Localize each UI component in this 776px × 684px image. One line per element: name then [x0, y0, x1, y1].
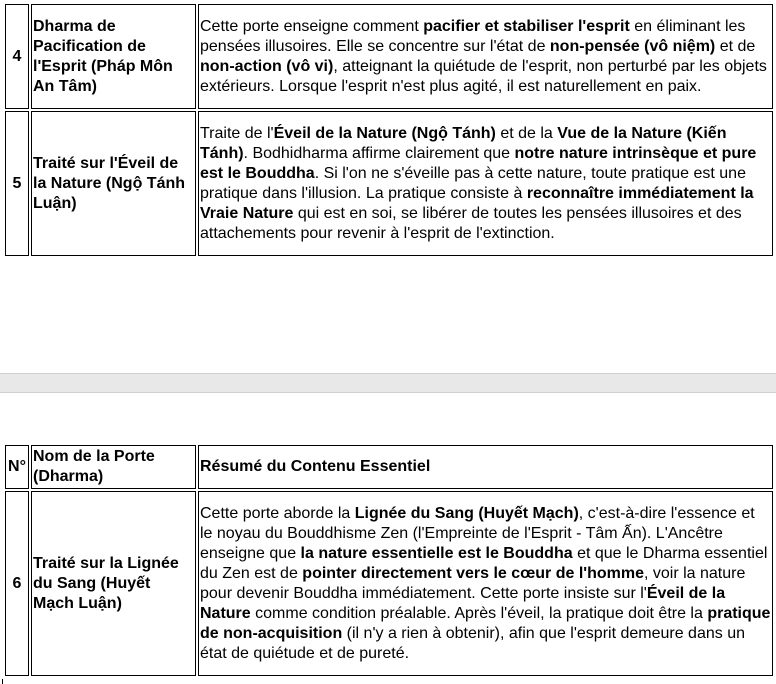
table-header-row	[5, 445, 773, 489]
emphasis-text: reconnaître immédiatement la Vraie Nature	[200, 184, 754, 222]
table-row	[5, 111, 773, 256]
page-mark	[2, 679, 3, 684]
emphasis-text: pratique de non-acquisition	[200, 604, 771, 642]
emphasis-text: non-pensée (vô niệm)	[549, 37, 716, 55]
emphasis-text: Lignée du Sang (Huyết Mạch)	[354, 504, 579, 522]
header-number: N°	[5, 445, 29, 489]
dharma-summary	[198, 491, 773, 676]
page-separator	[0, 373, 776, 393]
body-text: . Bodhidharma affirme clairement que	[243, 144, 515, 162]
row-number: 5	[5, 111, 29, 256]
body-text: comme condition préalable. Après l'éveil, la pratique doit être la	[250, 604, 708, 622]
dharma-table-bottom	[3, 443, 775, 678]
body-text: , voir la nature pour devenir Bouddha immédiatement. Cette porte insiste sur l'	[200, 564, 746, 602]
emphasis-text: Vue de la Nature (Kiến Tánh)	[200, 124, 727, 162]
row-number: 4	[5, 4, 29, 109]
emphasis-text: non-action (vô vi)	[200, 57, 334, 75]
dharma-name: Traité sur l'Éveil de la Nature (Ngộ Tánh Luận)	[31, 111, 196, 256]
header-summary: Résumé du Contenu Essentiel	[198, 445, 773, 489]
header-name: Nom de la Porte (Dharma)	[31, 445, 196, 489]
emphasis-text: pointer directement vers le cœur de l'homme	[302, 564, 644, 582]
body-text: (il n'y a rien à obtenir), afin que l'esprit demeure dans un état de quiétude et de pureté.	[200, 624, 745, 662]
dharma-name: Traité sur la Lignée du Sang (Huyết Mạch Luận)	[31, 491, 196, 676]
emphasis-text: notre nature intrinsèque et pure est le Bouddha	[200, 144, 757, 182]
body-text: qui est en soi, se libérer de toutes les pensées illusoires et des attachements pour revenir à l'esprit de l'extinction.	[200, 204, 742, 242]
dharma-table-top	[3, 2, 775, 258]
dharma-name: Dharma de Pacification de l'Esprit (Pháp Môn An Tâm)	[31, 4, 196, 109]
emphasis-text: Éveil de la Nature	[200, 584, 726, 622]
body-text: Cette porte aborde la	[200, 504, 355, 522]
emphasis-text: la nature essentielle est le Bouddha	[300, 544, 573, 562]
body-text: en éliminant les pensées illusoires. Elle se concentre sur l'état de	[200, 17, 746, 55]
emphasis-text: pacifier et stabiliser l'esprit	[423, 17, 630, 35]
body-text: , c'est-à-dire l'essence et le noyau du Bouddhisme Zen (l'Empreinte de l'Esprit - Tâm Ấn). L'Ancêtre enseigne que	[200, 504, 755, 562]
body-text: . Si l'on ne s'éveille pas à cette nature, toute pratique est une pratique dans l'illusion. La pratique consiste à	[200, 164, 746, 202]
dharma-summary	[198, 111, 773, 256]
row-number: 6	[5, 491, 29, 676]
body-text: et que le Dharma essentiel du Zen est de	[200, 544, 768, 582]
body-text: et de	[715, 37, 756, 55]
table-row	[5, 491, 773, 676]
body-text: Cette porte enseigne comment	[200, 17, 424, 35]
emphasis-text: Éveil de la Nature (Ngộ Tánh)	[273, 124, 496, 142]
body-text: Traite de l'	[200, 124, 274, 142]
dharma-summary	[198, 4, 773, 109]
body-text: et de la	[495, 124, 558, 142]
body-text: , atteignant la quiétude de l'esprit, non perturbé par les objets extérieurs. Lorsque l'esprit n'est plus agité, il est naturellement en paix.	[200, 57, 767, 95]
table-row	[5, 4, 773, 109]
